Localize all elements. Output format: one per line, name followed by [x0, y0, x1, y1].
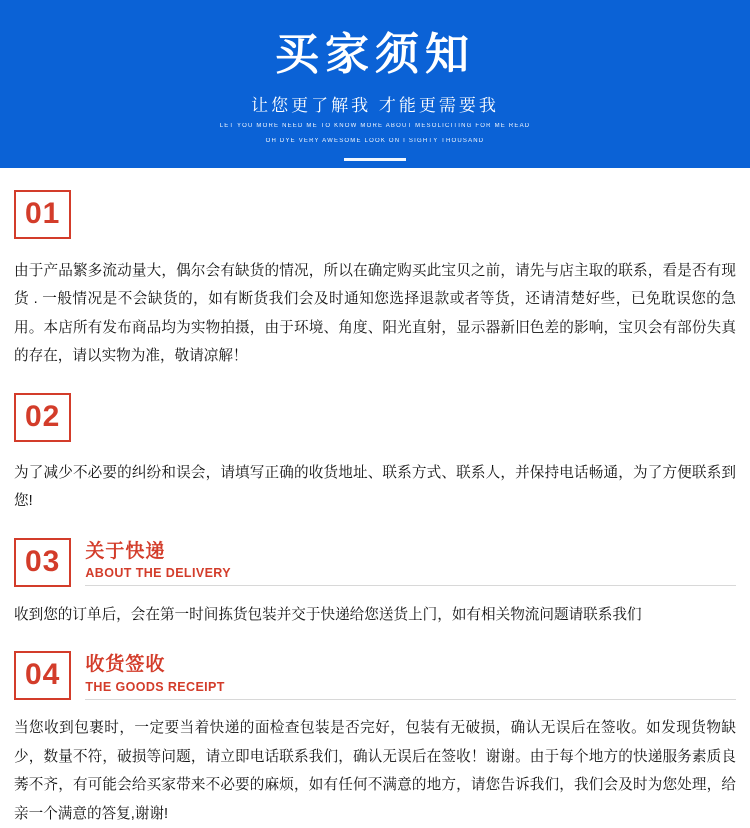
- section-heading-divider: [85, 585, 736, 586]
- section-heading-en: THE GOODS RECEIPT: [85, 679, 225, 694]
- banner-divider: [344, 158, 406, 161]
- notice-content: [0, 168, 750, 828]
- section-body: 当您收到包裹时，一定要当着快递的面检查包装是否完好，包装有无破损，确认无误后在签收。如发现货物缺少，数量不符，破损等问题，请立即电话联系我们，确认无误后在签收！谢谢。由于每个地方的快递服务素质良莠不齐，有可能会给买家带来不必要的麻烦，如有任何不满意的地方，请您告诉我们，我们会及时为您处理，给亲一个满意的答复,谢谢!: [14, 720, 736, 822]
- section-number-badge: 04: [14, 651, 71, 700]
- section-header: [14, 651, 736, 700]
- banner-subtitle-en-line2: OH DYE VERY AWESOME LOOK ON I SIGHTY THOUSAND: [265, 138, 485, 145]
- page-title: 买家须知: [275, 30, 475, 79]
- section-heading: [85, 651, 736, 700]
- notice-section-04: [14, 629, 736, 828]
- notice-section-02: [14, 371, 736, 516]
- page-banner: [0, 0, 750, 168]
- banner-subtitle: 让您更了解我 才能更需要我: [251, 95, 499, 115]
- section-heading-en: ABOUT THE DELIVERY: [85, 566, 232, 581]
- section-heading-cn: 关于快递: [85, 540, 166, 562]
- section-header: [14, 190, 736, 239]
- section-number-badge: 01: [14, 190, 71, 239]
- section-heading-cn: 收货签收: [85, 654, 166, 676]
- section-body: 由于产品繁多流动量大，偶尔会有缺货的情况，所以在确定购买此宝贝之前，请先与店主取的联系，看是否有现货 . 一般情况是不会缺货的，如有断货我们会及时通知您选择退款或者等货，还请清楚好些，已免耽误您的急用。本店所有发布商品均为实物拍摄，由于环境、角度、阳光直射，显示器新旧色差的影响，宝贝会有部份失真的存在，请以实物为准，敬请凉解！: [14, 263, 736, 365]
- notice-section-01: [14, 168, 736, 371]
- section-number-badge: 02: [14, 393, 71, 442]
- section-heading: [85, 538, 736, 587]
- notice-section-03: [14, 516, 736, 629]
- section-body: 收到您的订单后，会在第一时间拣货包装并交于快递给您送货上门，如有相关物流问题请联系我们: [14, 606, 642, 623]
- section-heading-divider: [85, 699, 736, 700]
- section-body: 为了减少不必要的纠纷和误会，请填写正确的收货地址、联系方式、联系人，并保持电话畅通，为了方便联系到您!: [14, 464, 736, 510]
- section-header: [14, 538, 736, 587]
- section-header: [14, 393, 736, 442]
- banner-subtitle-en-line1: LET YOU MORE NEED ME TO KNOW MORE ABOUT MESOLICITING FOR ME READ: [219, 122, 531, 129]
- section-number-badge: 03: [14, 538, 71, 587]
